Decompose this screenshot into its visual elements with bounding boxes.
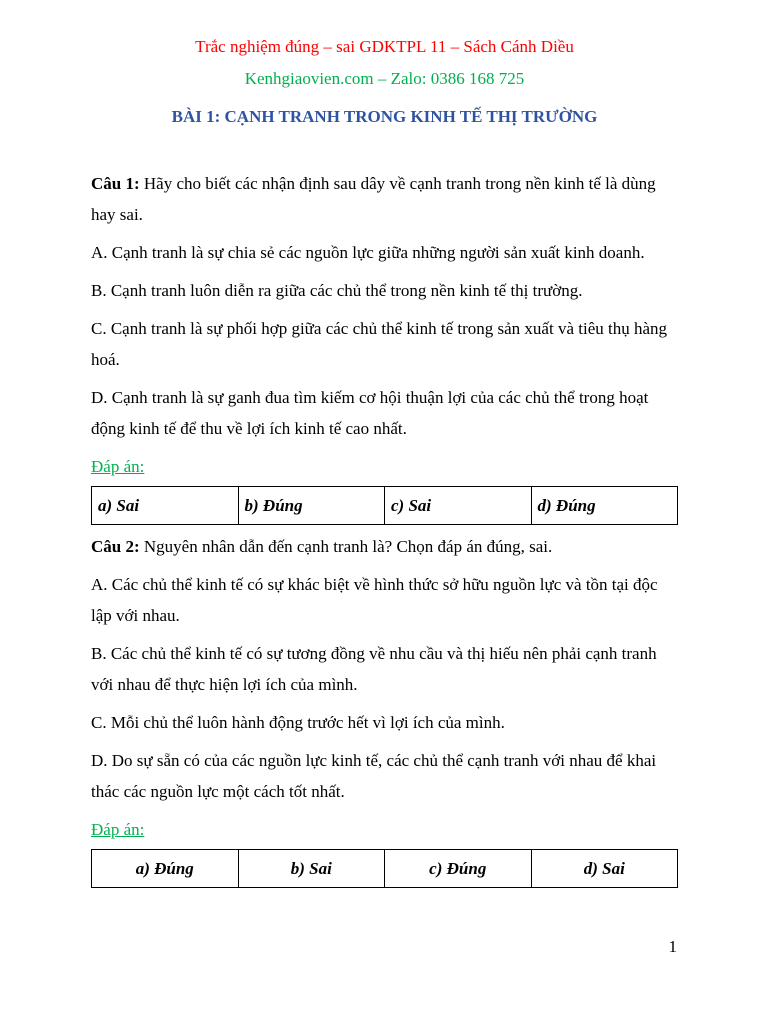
question-2-label: Câu 2:	[91, 537, 140, 556]
question-2-option-b: B. Các chủ thể kinh tế có sự tương đồng về nhu cầu và thị hiếu nên phải cạnh tranh với nhau để thực hiện lợi ích của mình.	[91, 644, 657, 694]
question-1-answer-table	[91, 486, 678, 525]
answer-cell-b: b) Đúng	[238, 487, 385, 525]
question-2-option-d: D. Do sự sẵn có của các nguồn lực kinh tế, các chủ thể cạnh tranh với nhau để khai thác các nguồn lực một cách tốt nhất.	[91, 751, 657, 801]
question-1-option-a: A. Cạnh tranh là sự chia sẻ các nguồn lực giữa những người sản xuất kinh doanh.	[91, 243, 645, 262]
question-2-option-a: A. Các chủ thể kinh tế có sự khác biệt về hình thức sở hữu nguồn lực và tồn tại độc lập với nhau.	[91, 575, 658, 625]
header-contact: Kenhgiaovien.com – Zalo: 0386 168 725	[244, 69, 525, 88]
question-1-option-d: D. Cạnh tranh là sự ganh đua tìm kiếm cơ hội thuận lợi của các chủ thể trong hoạt động kinh tế để thu về lợi ích kinh tế cao nhất.	[91, 388, 649, 438]
header-subtitle: Trắc nghiệm đúng – sai GDKTPL 11 – Sách Cánh Diều	[195, 37, 574, 56]
answer-cell-d: d) Đúng	[531, 487, 678, 525]
answer-cell-d: d) Sai	[531, 850, 678, 888]
question-1-option-c: C. Cạnh tranh là sự phối hợp giữa các chủ thể kinh tế trong sản xuất và tiêu thụ hàng hoá.	[91, 319, 668, 369]
question-1-label: Câu 1:	[91, 174, 140, 193]
question-1-answer-label: Đáp án:	[91, 457, 145, 476]
question-2	[91, 531, 678, 562]
answer-cell-b: b) Sai	[238, 850, 385, 888]
table-row	[92, 850, 678, 888]
question-2-answer-label: Đáp án:	[91, 820, 145, 839]
answer-cell-a: a) Sai	[92, 487, 239, 525]
question-1-option-b: B. Cạnh tranh luôn diễn ra giữa các chủ thể trong nền kinh tế thị trường.	[91, 281, 583, 300]
answer-cell-a: a) Đúng	[92, 850, 239, 888]
page-number: 1	[668, 937, 677, 956]
question-1	[91, 168, 678, 230]
question-2-option-c: C. Mỗi chủ thể luôn hành động trước hết vì lợi ích của mình.	[91, 713, 505, 732]
question-list	[91, 168, 678, 894]
lesson-title: BÀI 1: CẠNH TRANH TRONG KINH TẾ THỊ TRƯỜNG	[171, 107, 598, 126]
table-row	[92, 487, 678, 525]
answer-cell-c: c) Đúng	[385, 850, 532, 888]
question-2-text: Nguyên nhân dẫn đến cạnh tranh là? Chọn đáp án đúng, sai.	[139, 537, 553, 556]
answer-cell-c: c) Sai	[385, 487, 532, 525]
question-1-text: Hãy cho biết các nhận định sau dây về cạnh tranh trong nền kinh tế là dùng hay sai.	[91, 174, 656, 224]
question-2-answer-table	[91, 849, 678, 888]
